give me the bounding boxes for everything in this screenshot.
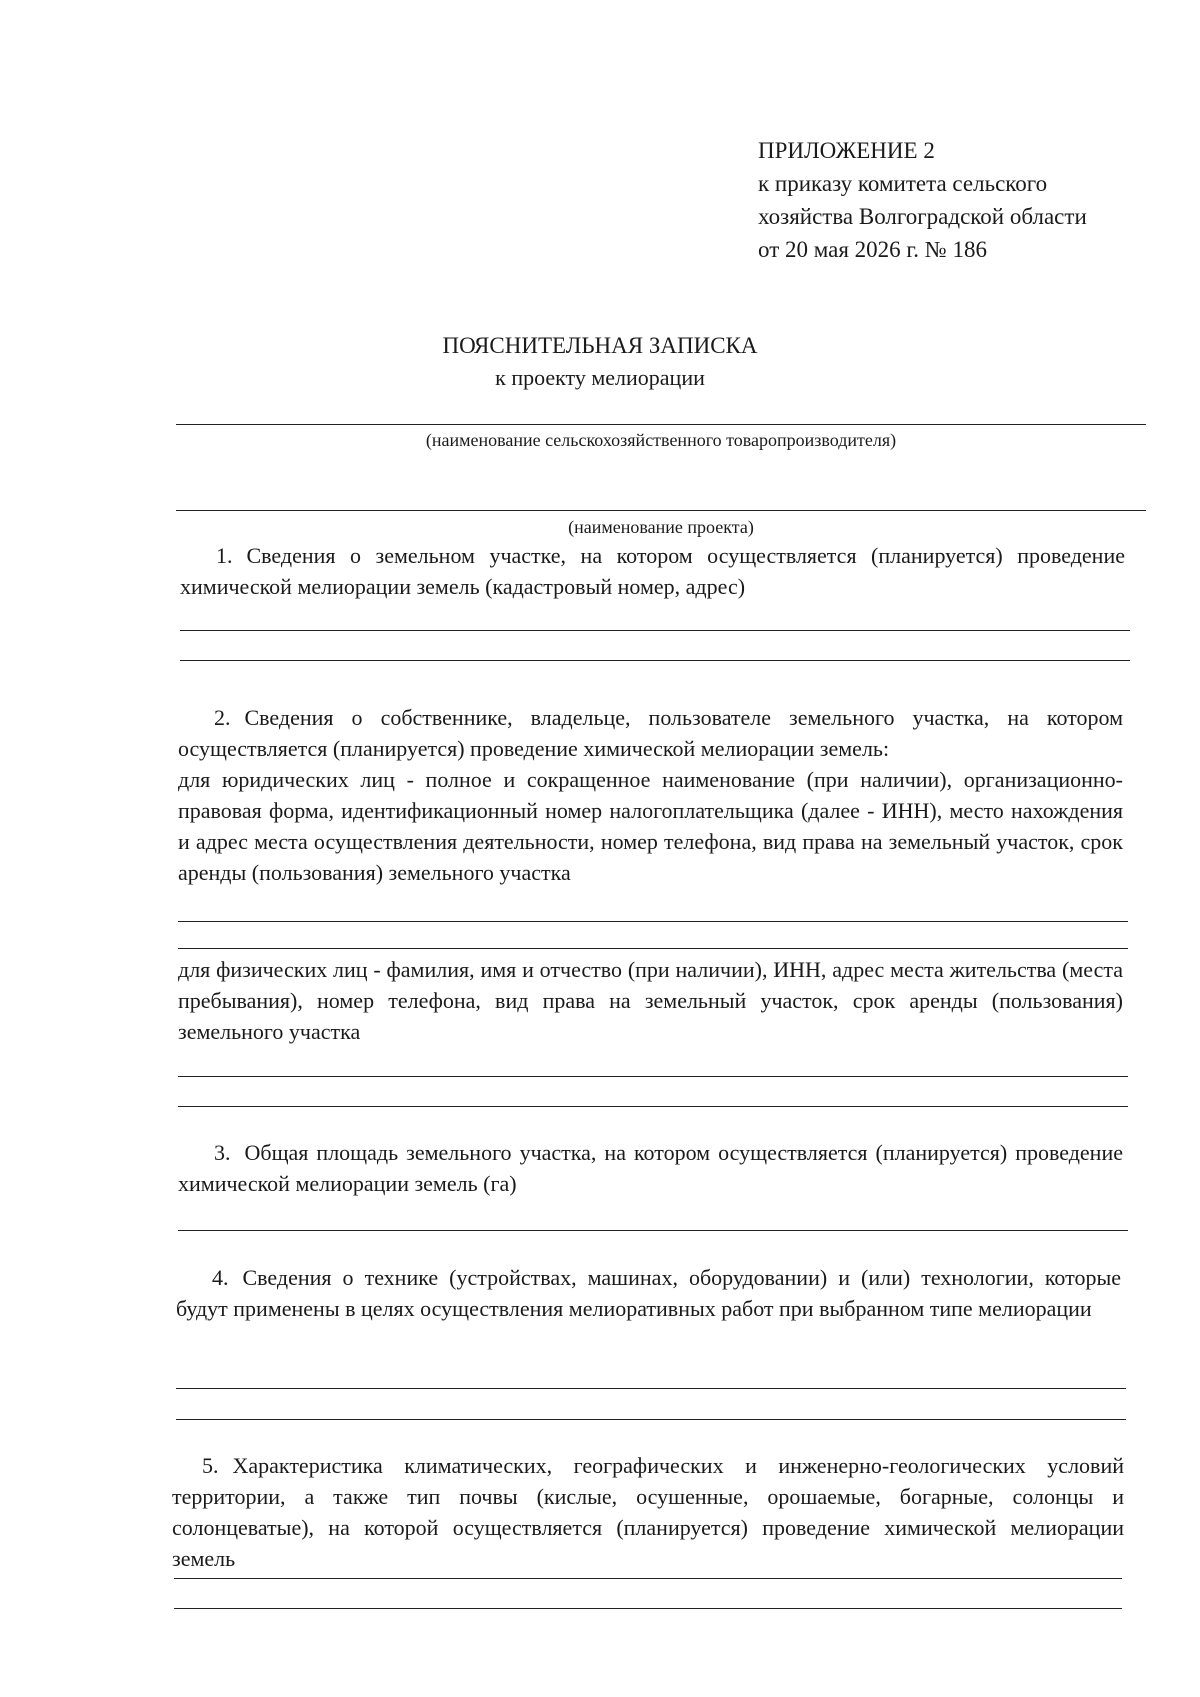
section-2-individual-fill-line-1[interactable] bbox=[178, 1076, 1128, 1077]
project-name-line[interactable] bbox=[176, 510, 1146, 511]
section-2-number: 2. bbox=[214, 705, 231, 730]
section-2-individuals bbox=[178, 954, 1123, 1047]
section-5-text: Характеристика климатических, географических и инженерно-геологических условий территории, а также тип почвы (кислые, осушенные, орошаемые, богарные, солонцы и солонцеватые), на которой осуществляется (планируется) проведение химической мелиорации земель bbox=[172, 1453, 1124, 1571]
title-main: ПОЯСНИТЕЛЬНАЯ ЗАПИСКА bbox=[442, 333, 758, 358]
section-5-number: 5. bbox=[202, 1453, 219, 1478]
producer-caption: (наименование сельскохозяйственного товаропроизводителя) bbox=[425, 430, 897, 450]
section-4 bbox=[176, 1262, 1121, 1324]
appendix-header bbox=[758, 134, 1087, 266]
project-caption: (наименование проекта) bbox=[568, 517, 754, 537]
appendix-order-line: к приказу комитета сельского bbox=[758, 171, 1048, 196]
section-4-text: Сведения о технике (устройствах, машинах, оборудовании) и (или) технологии, которые будут применены в целях осуществления мелиоративных работ при выбранном типе мелиорации bbox=[176, 1265, 1121, 1321]
appendix-authority-line: хозяйства Волгоградской области bbox=[758, 204, 1087, 229]
section-3-fill-line[interactable] bbox=[178, 1230, 1128, 1231]
section-4-fill-line-1[interactable] bbox=[176, 1388, 1126, 1389]
section-5-fill-line-1[interactable] bbox=[174, 1578, 1122, 1579]
section-3-text: Общая площадь земельного участка, на котором осуществляется (планируется) проведение химической мелиорации земель (га) bbox=[178, 1140, 1123, 1196]
section-2-text: Сведения о собственнике, владельце, пользователе земельного участка, на котором осуществляется (планируется) проведение химической мелиорации земель: bbox=[178, 705, 1123, 761]
appendix-number: ПРИЛОЖЕНИЕ 2 bbox=[758, 138, 935, 163]
section-5-fill-line-2[interactable] bbox=[174, 1608, 1122, 1609]
section-2 bbox=[178, 702, 1123, 888]
section-4-fill-line-2[interactable] bbox=[176, 1419, 1126, 1420]
section-2-individual-fill-line-2[interactable] bbox=[178, 1106, 1128, 1107]
section-2-legal-entities: для юридических лиц - полное и сокращенное наименование (при наличии), организационно-правовая форма, идентификационный номер налогоплательщика (далее - ИНН), место нахождения и адрес места осуществления деятельности, номер телефона, вид права на земельный участок, срок аренды (пользования) земельного участка bbox=[178, 767, 1123, 885]
section-5 bbox=[172, 1450, 1124, 1574]
section-1-fill-line-1[interactable] bbox=[180, 630, 1130, 631]
section-3-number: 3. bbox=[214, 1140, 231, 1165]
document-title bbox=[0, 330, 1200, 394]
section-3 bbox=[178, 1137, 1123, 1199]
section-1-fill-line-2[interactable] bbox=[180, 660, 1130, 661]
section-2-legal-fill-line-1[interactable] bbox=[178, 921, 1128, 922]
section-1-number: 1. bbox=[216, 543, 233, 568]
section-4-number: 4. bbox=[212, 1265, 229, 1290]
section-2-legal-fill-line-2[interactable] bbox=[178, 948, 1128, 949]
section-1-text: Сведения о земельном участке, на котором осуществляется (планируется) проведение химической мелиорации земель (кадастровый номер, адрес) bbox=[180, 543, 1125, 599]
section-1 bbox=[180, 540, 1125, 602]
producer-name-line[interactable] bbox=[176, 424, 1146, 425]
appendix-date-line: от 20 мая 2026 г. № 186 bbox=[758, 237, 987, 262]
section-2-individuals-text: для физических лиц - фамилия, имя и отчество (при наличии), ИНН, адрес места жительства (места пребывания), номер телефона, вид права на земельный участок, срок аренды (пользования) земельного участка bbox=[178, 957, 1123, 1044]
title-sub: к проекту мелиорации bbox=[495, 365, 705, 390]
